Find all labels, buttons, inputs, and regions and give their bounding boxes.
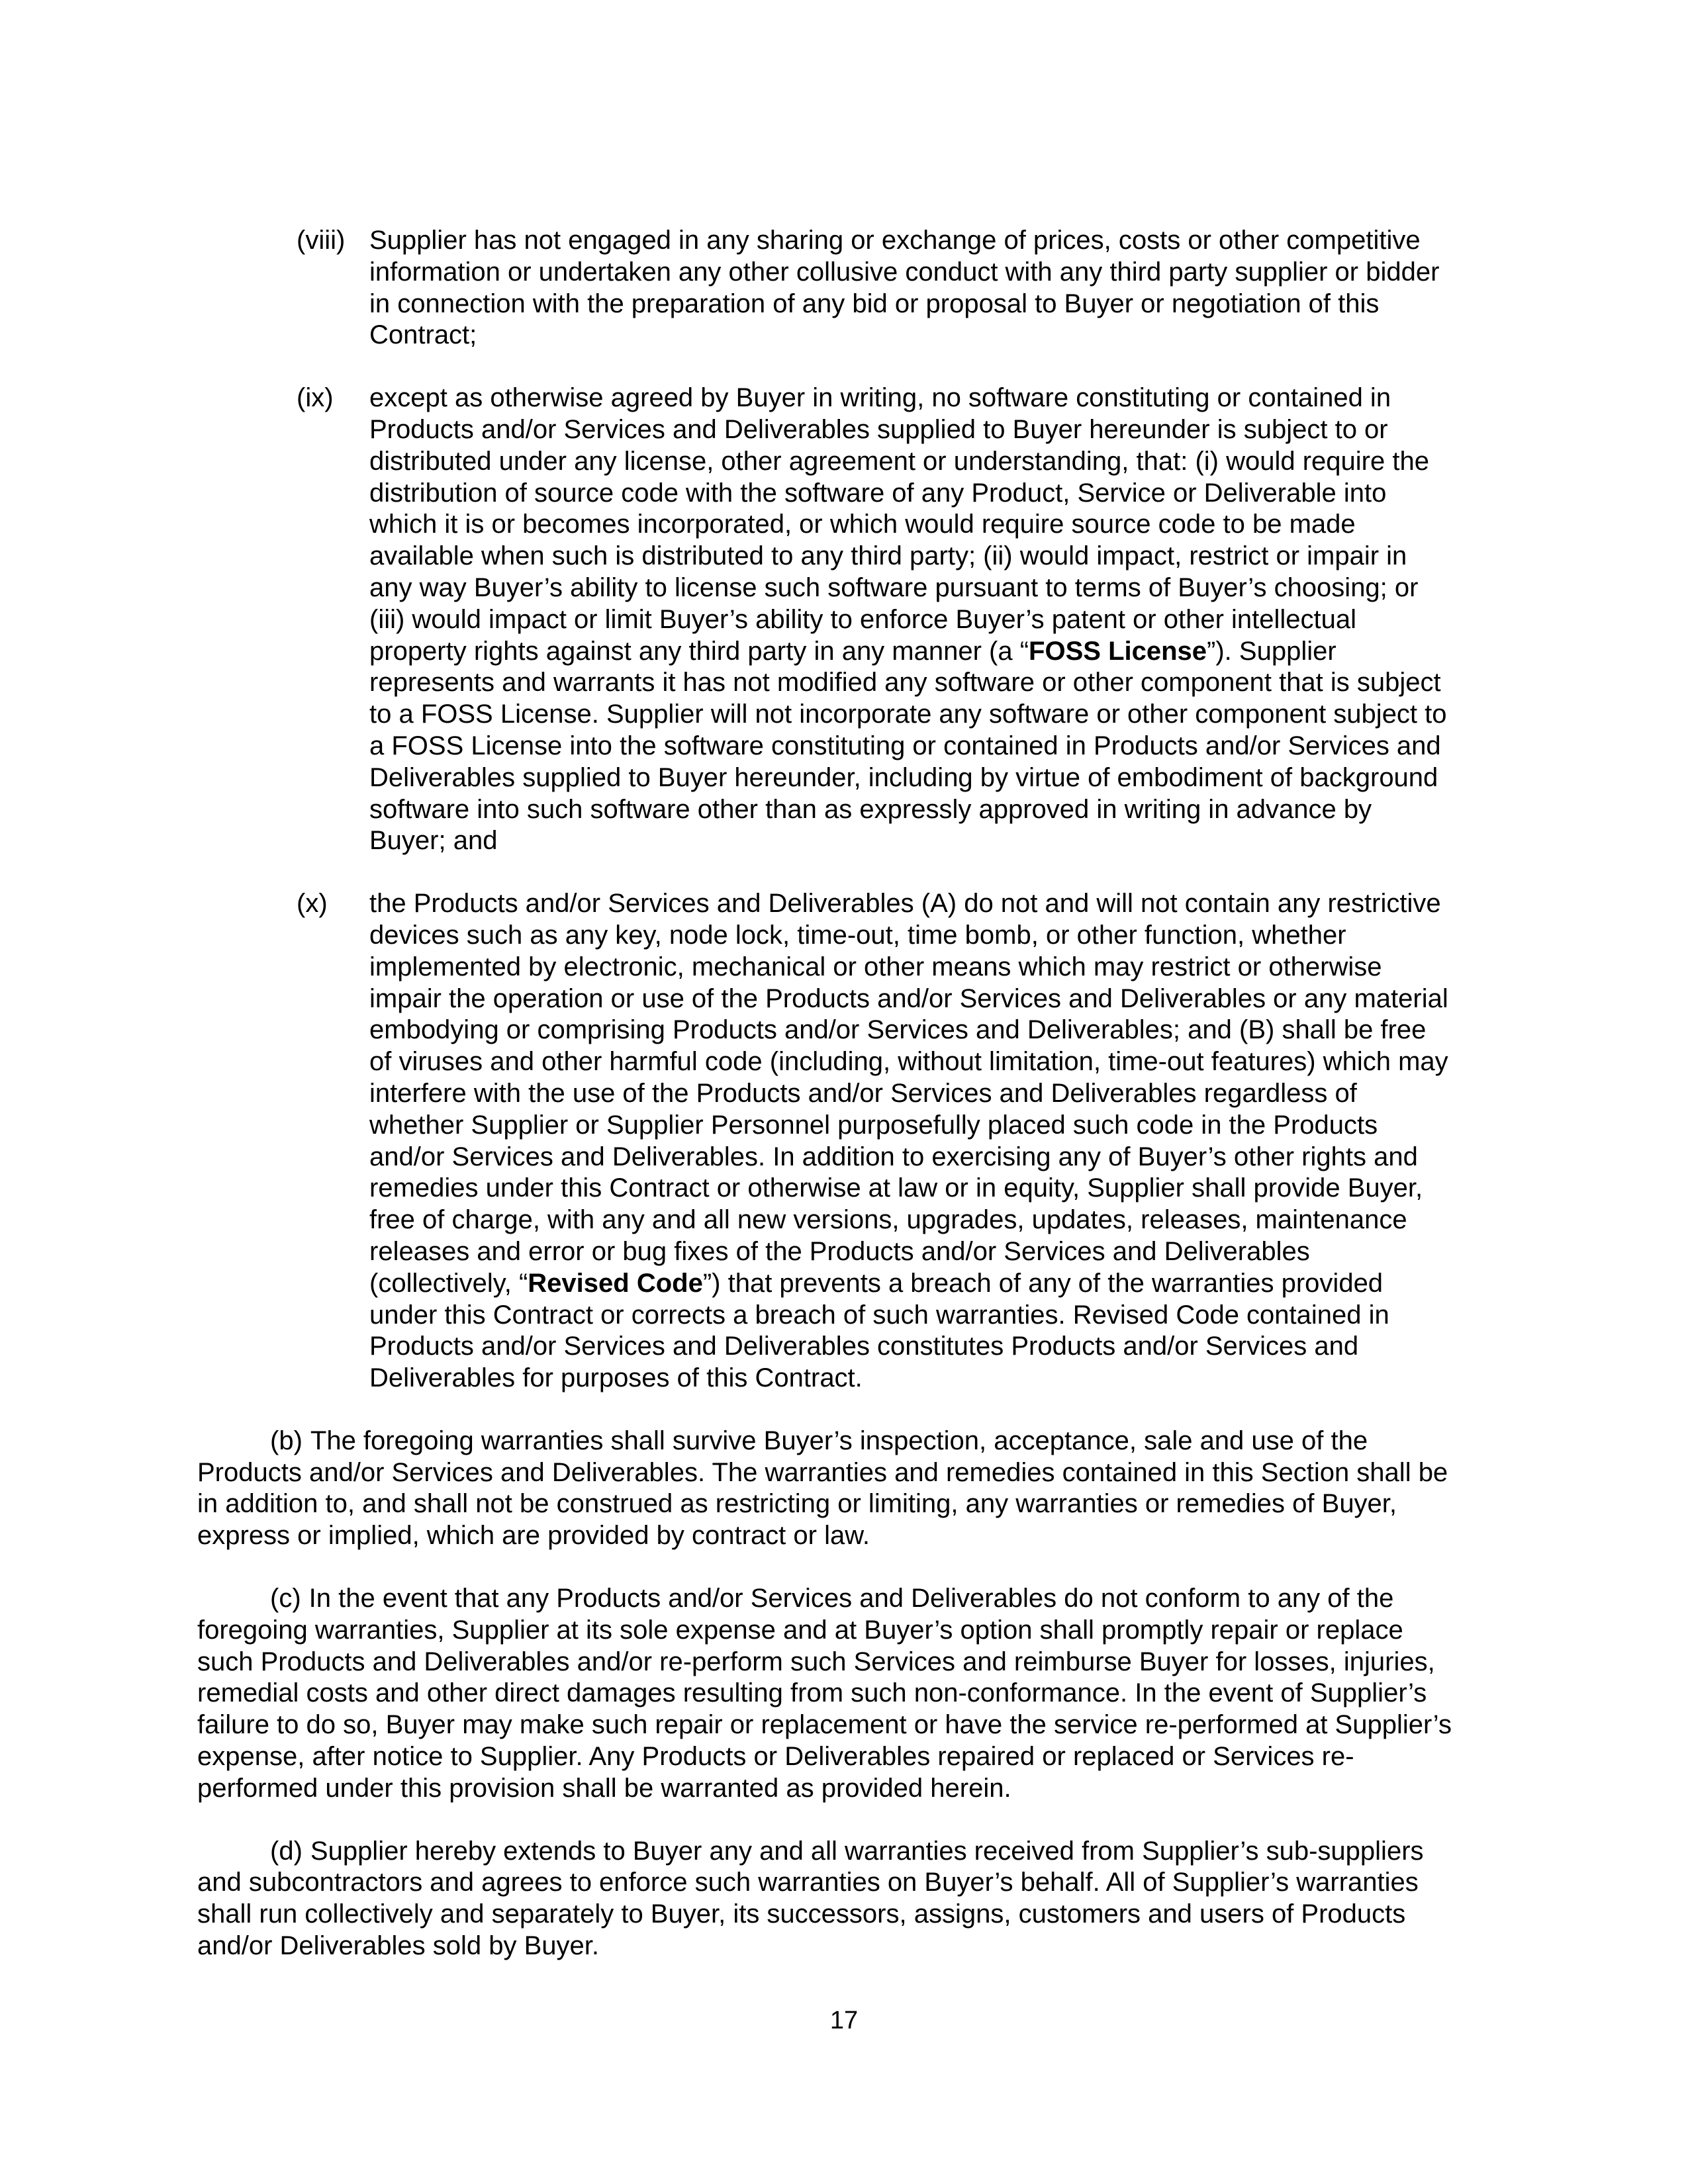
- list-item-text: [369, 888, 1455, 1394]
- list-item-text: Supplier has not engaged in any sharing or exchange of prices, costs or other competitive information or undertaken any other collusive conduct with any third party supplier or bidder in connection with the preparation of any bid or proposal to Buyer or negotiation of this Contract;: [369, 226, 1440, 350]
- paragraph-c: [197, 1583, 1455, 1805]
- list-item-viii: [297, 225, 1455, 351]
- list-item-text-part: the Products and/or Services and Deliverables (A) do not and will not contain any restrictive devices such as any key, node lock, time-out, time bomb, or other function, whether implemented by electronic, mechanical or other means which may restrict or otherwise impair the operation or use of the Products and/or Services and Deliverables or any material embodying or comprising Products and/or Services and Deliverables; and (B) shall be free of viruses and other harmful code (including, without limitation, time-out features) which may interfere with the use of the Products and/or Services and Deliverables regardless of whether Supplier or Supplier Personnel purposefully placed such code in the Products and/or Services and Deliverables. In addition to exercising any of Buyer’s other rights and remedies under this Contract or otherwise at law or in equity, Supplier shall provide Buyer, free of charge, with any and all new versions, upgrades, updates, releases, maintenance releases and error or bug fixes of the Products and/or Services and Deliverables (collectively, “: [369, 889, 1448, 1298]
- list-item-x: [297, 888, 1455, 1394]
- defined-term-revised-code: Revised Code: [528, 1268, 703, 1298]
- list-item-text-part: ”) that prevents a breach of any of the warranties provided under this Contract or corrects a breach of such warranties. Revised Code contained in Products and/or Services and Deliverables constitutes Products and/or Services and Deliverables for purposes of this Contract.: [369, 1268, 1389, 1393]
- defined-term-foss-license: FOSS License: [1029, 636, 1207, 666]
- paragraph-text: The foregoing warranties shall survive Buyer’s inspection, acceptance, sale and use of the Products and/or Services and Deliverables. The warranties and remedies contained in this Section shall be in addition to, and shall not be construed as restricting or limiting, any warranties or remedies of Buyer, express or implied, which are provided by contract or law.: [197, 1426, 1448, 1551]
- paragraph-marker: (d): [270, 1836, 303, 1866]
- paragraph-text: Supplier hereby extends to Buyer any and all warranties received from Supplier’s sub-suppliers and subcontractors and agrees to enforce such warranties on Buyer’s behalf. All of Supplier’s warranties shall run collectively and separately to Buyer, its successors, assigns, customers and users of Products and/or Deliverables sold by Buyer.: [197, 1836, 1424, 1961]
- list-item-text: [369, 383, 1455, 857]
- list-item-text-part: except as otherwise agreed by Buyer in writing, no software constituting or contained in Products and/or Services and Deliverables supplied to Buyer hereunder is subject to or distributed under any license, other agreement or understanding, that: (i) would require the distribution of source code with the software of any Product, Service or Deliverable into which it is or becomes incorporated, or which would require source code to be made available when such is distributed to any third party; (ii) would impact, restrict or impair in any way Buyer’s ability to license such software pursuant to terms of Buyer’s choosing; or (iii) would impact or limit Buyer’s ability to enforce Buyer’s patent or other intellectual property rights against any third party in any manner (a “: [369, 383, 1429, 666]
- paragraph-d: [197, 1836, 1455, 1962]
- list-item-number: (viii): [297, 226, 346, 255]
- list-item-number: (x): [297, 889, 328, 919]
- list-item-number: (ix): [297, 383, 334, 413]
- list-item-ix: [297, 383, 1455, 857]
- paragraph-b: [197, 1426, 1455, 1552]
- paragraph-text: In the event that any Products and/or Services and Deliverables do not conform to any of the foregoing warranties, Supplier at its sole expense and at Buyer’s option shall promptly repair or replace such Products and Deliverables and/or re-perform such Services and reimburse Buyer for losses, injuries, remedial costs and other direct damages resulting from such non-conformance. In the event of Supplier’s failure to do so, Buyer may make such repair or replacement or have the service re-performed at Supplier’s expense, after notice to Supplier. Any Products or Deliverables repaired or replaced or Services re-performed under this provision shall be warranted as provided herein.: [197, 1584, 1452, 1803]
- document-page: [197, 225, 1455, 1993]
- paragraph-marker: (c): [270, 1584, 301, 1614]
- page-number: 17: [829, 2007, 859, 2034]
- list-item-text-part: ”). Supplier represents and warrants it has not modified any software or other component that is subject to a FOSS License. Supplier will not incorporate any software or other component subject to a FOSS License into the software constituting or contained in Products and/or Services and Deliverables supplied to Buyer hereunder, including by virtue of embodiment of background software into such software other than as expressly approved in writing in advance by Buyer; and: [369, 636, 1447, 856]
- paragraph-marker: (b): [270, 1426, 303, 1455]
